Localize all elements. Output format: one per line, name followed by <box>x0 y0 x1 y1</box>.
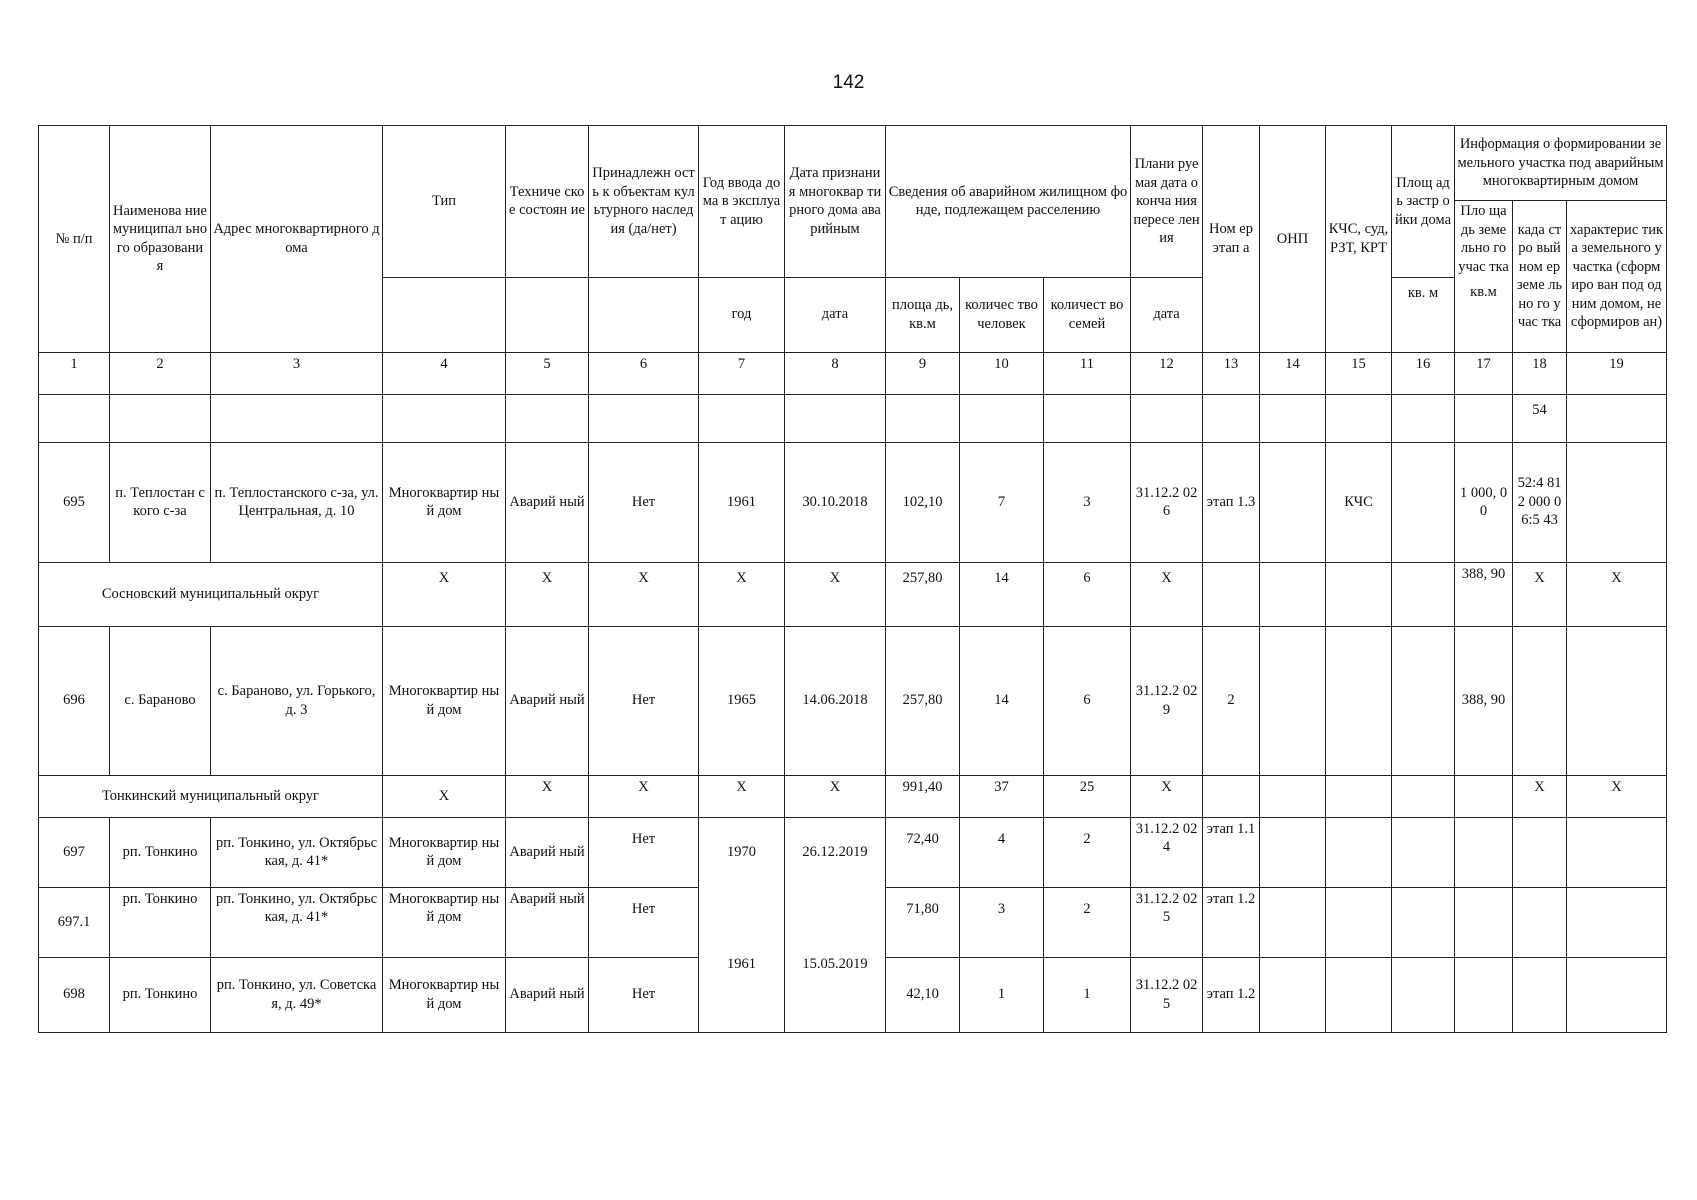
plan-date-cell: 31.12.2 025 <box>1131 887 1203 957</box>
header-cadastral: када стро вый ном ер земе льно го учас тка <box>1513 201 1567 353</box>
col-number: 7 <box>699 352 785 394</box>
stage-cell: этап 1.2 <box>1203 887 1260 957</box>
year-cell: 1965 <box>699 626 785 775</box>
header-land-area: Пло щадь земе льно го учас тка <box>1455 201 1513 278</box>
col-number: 9 <box>886 352 960 394</box>
families-cell: 2 <box>1044 887 1131 957</box>
date-cell <box>785 887 886 957</box>
families-cell: 3 <box>1044 442 1131 562</box>
address-cell: рп. Тонкино, ул. Советская, д. 49* <box>211 957 383 1032</box>
area-cell: 257,80 <box>886 626 960 775</box>
type-cell: Многоквартир ный дом <box>383 887 506 957</box>
area-cell: 257,80 <box>886 562 960 626</box>
row-number: 696 <box>39 626 110 775</box>
land-area-cell: 388, 90 <box>1455 626 1513 775</box>
municipality-cell: рп. Тонкино <box>110 887 211 957</box>
district-name: Тонкинский муниципальный округ <box>39 775 383 817</box>
header-year: Год ввода дома в эксплуат ацию <box>699 126 785 278</box>
land-char-cell: Х <box>1567 562 1667 626</box>
stage-cell: этап 1.2 <box>1203 957 1260 1032</box>
header-unit-families: количест во семей <box>1044 277 1131 352</box>
state-cell: Аварий ный <box>506 626 589 775</box>
header-address: Адрес многоквартирного дома <box>211 126 383 353</box>
stage-cell: 2 <box>1203 626 1260 775</box>
col-number: 5 <box>506 352 589 394</box>
address-cell: с. Бараново, ул. Горького, д. 3 <box>211 626 383 775</box>
state-cell: Х <box>506 562 589 626</box>
heritage-cell: Х <box>589 562 699 626</box>
heritage-cell: Нет <box>589 887 699 957</box>
header-unit-build-area: кв. м <box>1392 277 1455 352</box>
header-heritage: Принадлежн ость к объектам культурного наследия (да/нет) <box>589 126 699 278</box>
land-char-cell <box>1567 442 1667 562</box>
municipality-cell: с. Бараново <box>110 626 211 775</box>
date-cell: 15.05.2019 <box>785 957 886 1032</box>
header-unit-plan-date: дата <box>1131 277 1203 352</box>
type-cell: Х <box>383 562 506 626</box>
plan-date-cell: 31.12.2 024 <box>1131 817 1203 887</box>
header-municipality: Наименова ние муниципал ьного образовани я <box>110 126 211 353</box>
col-number: 2 <box>110 352 211 394</box>
heritage-cell: Нет <box>589 817 699 887</box>
type-cell: Х <box>383 775 506 817</box>
col-number: 11 <box>1044 352 1131 394</box>
state-cell: Аварий ный <box>506 957 589 1032</box>
onp-cell <box>1260 442 1326 562</box>
table-row <box>39 626 1667 775</box>
cadastral-cell: Х <box>1513 775 1567 817</box>
date-cell: 30.10.2018 <box>785 442 886 562</box>
row-number: 697 <box>39 817 110 887</box>
table-row <box>39 394 1667 442</box>
date-cell: Х <box>785 562 886 626</box>
plan-date-cell: Х <box>1131 775 1203 817</box>
build-area-cell <box>1392 442 1455 562</box>
year-cell: Х <box>699 775 785 817</box>
year-cell <box>699 887 785 957</box>
area-cell: 42,10 <box>886 957 960 1032</box>
date-cell: 26.12.2019 <box>785 817 886 887</box>
col-number: 19 <box>1567 352 1667 394</box>
municipality-cell: п. Теплостан ского с-за <box>110 442 211 562</box>
municipality-cell: рп. Тонкино <box>110 957 211 1032</box>
header-state-cont <box>506 277 589 352</box>
people-cell: 3 <box>960 887 1044 957</box>
municipality-cell: рп. Тонкино <box>110 817 211 887</box>
heritage-cell: Х <box>589 775 699 817</box>
col-number: 16 <box>1392 352 1455 394</box>
table-row <box>39 817 1667 887</box>
emergency-housing-table <box>38 125 1667 1033</box>
plan-date-cell: 31.12.2 025 <box>1131 957 1203 1032</box>
plan-date-cell: 31.12.2 029 <box>1131 626 1203 775</box>
plan-date-cell: 31.12.2 026 <box>1131 442 1203 562</box>
heritage-cell: Нет <box>589 442 699 562</box>
header-planned-date: Плани руемая дата оконча ния пересе ления <box>1131 126 1203 278</box>
header-land-char: характерис тика земельного участка (сформиро ван под одним домом, не сформиров ан) <box>1567 201 1667 353</box>
col-number: 14 <box>1260 352 1326 394</box>
row-number: 695 <box>39 442 110 562</box>
year-cell: Х <box>699 562 785 626</box>
header-build-area: Площ адь застр ойки дома <box>1392 126 1455 278</box>
land-char-cell: Х <box>1567 775 1667 817</box>
date-cell: Х <box>785 775 886 817</box>
state-cell: Х <box>506 775 589 817</box>
area-cell: 71,80 <box>886 887 960 957</box>
header-unit-area: площа дь, кв.м <box>886 277 960 352</box>
cadastral-cell: 52:4 812 000 06:5 43 <box>1513 442 1567 562</box>
area-cell: 991,40 <box>886 775 960 817</box>
state-cell: Аварий ный <box>506 887 589 957</box>
state-cell: Аварий ный <box>506 817 589 887</box>
families-cell: 2 <box>1044 817 1131 887</box>
col-number: 1 <box>39 352 110 394</box>
header-onp: ОНП <box>1260 126 1326 353</box>
area-cell: 102,10 <box>886 442 960 562</box>
row-number: 698 <box>39 957 110 1032</box>
col-number: 15 <box>1326 352 1392 394</box>
year-cell: 1961 <box>699 442 785 562</box>
header-row-number: № п/п <box>39 126 110 353</box>
header-recognition-date: Дата признания многоквар тирного дома аварийным <box>785 126 886 278</box>
families-cell: 6 <box>1044 626 1131 775</box>
year-cell: 1961 <box>699 957 785 1032</box>
col-number: 8 <box>785 352 886 394</box>
header-type-cont <box>383 277 506 352</box>
address-cell: п. Теплостанского с-за, ул. Центральная, д. 10 <box>211 442 383 562</box>
address-cell: рп. Тонкино, ул. Октябрьская, д. 41* <box>211 887 383 957</box>
table-row <box>39 775 1667 817</box>
header-unit-people: количес тво человек <box>960 277 1044 352</box>
header-tech-state: Техниче ское состоян ие <box>506 126 589 278</box>
col-number: 6 <box>589 352 699 394</box>
page-number: 142 <box>832 72 865 93</box>
header-heritage-cont <box>589 277 699 352</box>
heritage-cell: Нет <box>589 626 699 775</box>
col-number: 17 <box>1455 352 1513 394</box>
col-number: 12 <box>1131 352 1203 394</box>
kchs-cell: КЧС <box>1326 442 1392 562</box>
col-number: 4 <box>383 352 506 394</box>
people-cell: 4 <box>960 817 1044 887</box>
year-cell: 1970 <box>699 817 785 887</box>
type-cell: Многоквартир ный дом <box>383 442 506 562</box>
area-cell: 72,40 <box>886 817 960 887</box>
people-cell: 14 <box>960 562 1044 626</box>
families-cell: 1 <box>1044 957 1131 1032</box>
district-name: Сосновский муниципальный округ <box>39 562 383 626</box>
header-stage: Ном ер этап а <box>1203 126 1260 353</box>
plan-date-cell: Х <box>1131 562 1203 626</box>
families-cell: 25 <box>1044 775 1131 817</box>
col-number: 3 <box>211 352 383 394</box>
people-cell: 1 <box>960 957 1044 1032</box>
cadastral-cell: Х <box>1513 562 1567 626</box>
families-cell: 6 <box>1044 562 1131 626</box>
table-row <box>39 442 1667 562</box>
table-row <box>39 562 1667 626</box>
state-cell: Аварий ный <box>506 442 589 562</box>
col-number: 13 <box>1203 352 1260 394</box>
address-cell: рп. Тонкино, ул. Октябрьская, д. 41* <box>211 817 383 887</box>
header-emergency-fund: Сведения об аварийном жилищном фонде, подлежащем расселению <box>886 126 1131 278</box>
table-row <box>39 887 1667 957</box>
header-type: Тип <box>383 126 506 278</box>
header-land-info: Информация о формировании земельного участка под аварийным многоквартирным домом <box>1455 126 1667 201</box>
cadastral-cell: 54 <box>1513 394 1567 442</box>
land-area-cell: 388, 90 <box>1455 562 1513 626</box>
land-area-cell: 1 000, 00 <box>1455 442 1513 562</box>
header-unit-land-area: кв.м <box>1455 277 1513 352</box>
type-cell: Многоквартир ный дом <box>383 626 506 775</box>
type-cell: Многоквартир ный дом <box>383 817 506 887</box>
header-unit-date: дата <box>785 277 886 352</box>
date-cell: 14.06.2018 <box>785 626 886 775</box>
heritage-cell: Нет <box>589 957 699 1032</box>
type-cell: Многоквартир ный дом <box>383 957 506 1032</box>
col-number: 10 <box>960 352 1044 394</box>
people-cell: 14 <box>960 626 1044 775</box>
header-unit-year: год <box>699 277 785 352</box>
row-number: 697.1 <box>39 887 110 957</box>
people-cell: 7 <box>960 442 1044 562</box>
stage-cell: этап 1.3 <box>1203 442 1260 562</box>
people-cell: 37 <box>960 775 1044 817</box>
col-number: 18 <box>1513 352 1567 394</box>
header-kchs: КЧС, суд, РЗТ, КРТ <box>1326 126 1392 353</box>
stage-cell: этап 1.1 <box>1203 817 1260 887</box>
table-row <box>39 957 1667 1032</box>
